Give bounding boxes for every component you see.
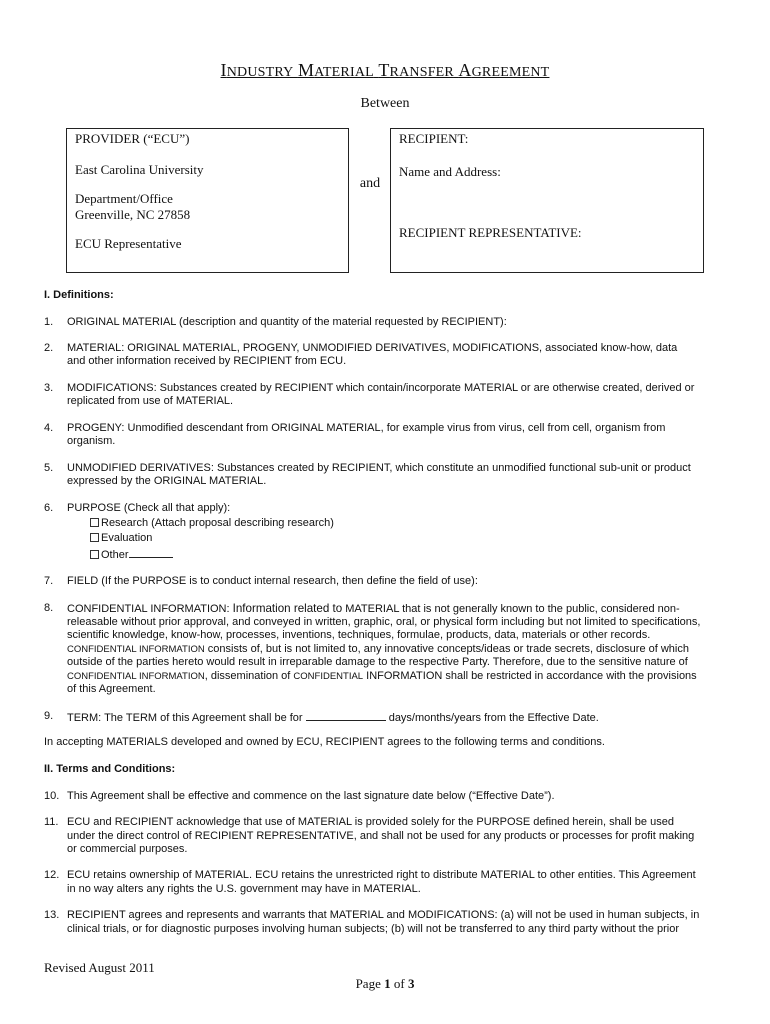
provider-header: PROVIDER (“ECU”) [75,131,190,146]
document-title: INDUSTRY MATERIAL TRANSFER AGREEMENT [220,60,550,80]
section-heading-definitions: I. Definitions: [44,289,114,301]
accepting-statement: In accepting MATERIALS developed and owned by ECU, RECIPIENT agrees to the following terms and conditions. [44,736,605,748]
and-label: and [359,176,381,191]
page-number: Page 1 of 3 [355,976,415,991]
term-blank-line[interactable] [306,710,386,721]
evaluation-checkbox[interactable] [90,533,99,542]
revision-date: Revised August 2011 [44,960,155,975]
provider-dept: Department/Office [75,191,173,206]
purpose-option-other[interactable]: Other [90,547,173,563]
provider-city: Greenville, NC 27858 [75,207,191,222]
provider-box [66,128,349,273]
recipient-rep: RECIPIENT REPRESENTATIVE: [399,225,582,240]
between-label: Between [360,96,410,111]
purpose-option-research[interactable]: Research (Attach proposal describing research) [90,517,334,531]
recipient-name-address: Name and Address: [399,164,501,179]
purpose-option-evaluation[interactable]: Evaluation [90,532,152,546]
other-blank-line[interactable] [129,547,173,558]
recipient-header: RECIPIENT: [399,131,469,146]
recipient-box [390,128,704,273]
section-heading-terms: II. Terms and Conditions: [44,763,176,775]
provider-rep: ECU Representative [75,236,182,251]
research-checkbox[interactable] [90,518,99,527]
other-checkbox[interactable] [90,550,99,559]
provider-name: East Carolina University [75,162,204,177]
